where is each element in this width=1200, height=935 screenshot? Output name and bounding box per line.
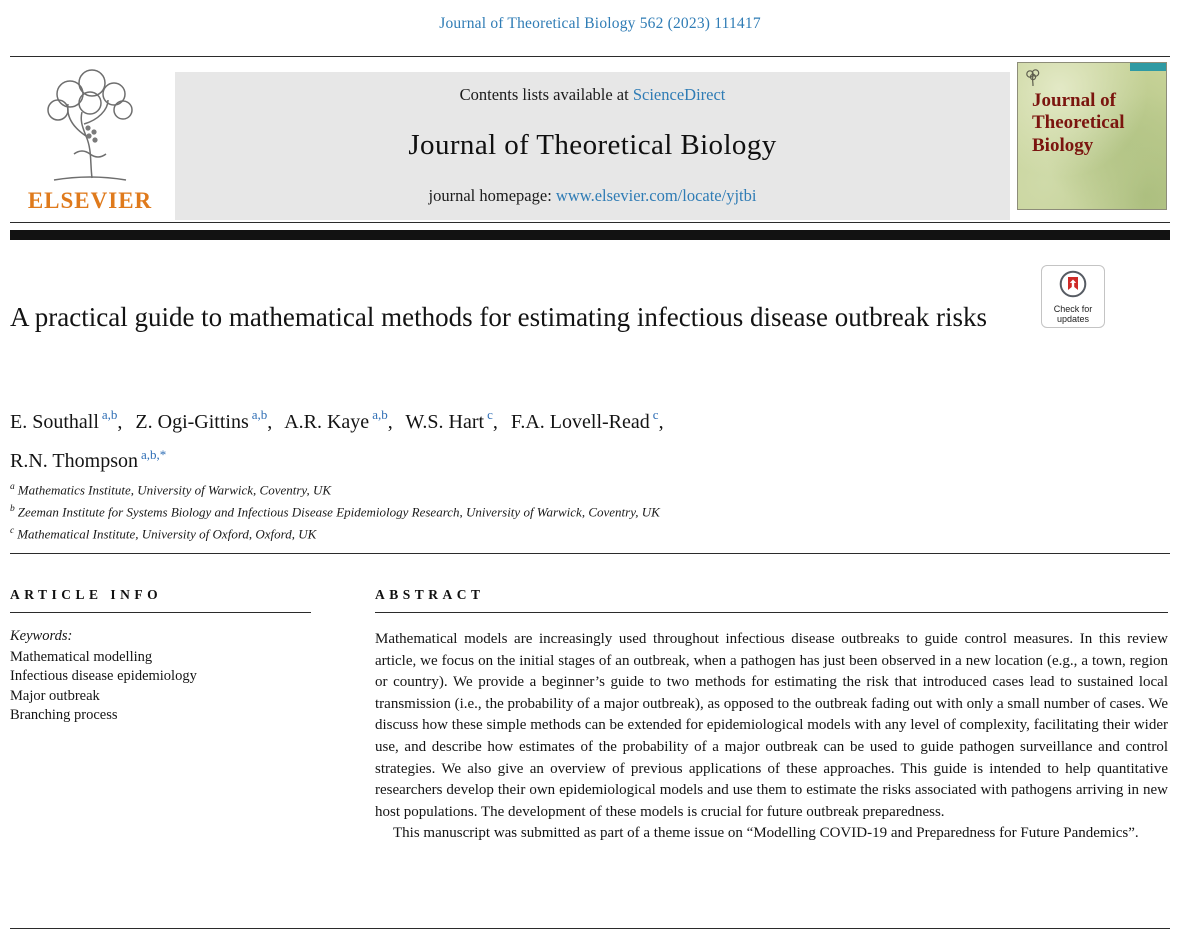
author — [10, 407, 123, 433]
cover-title-line: Journal of — [1032, 90, 1116, 111]
author-separator: , — [387, 410, 393, 433]
elsevier-tree-icon — [30, 62, 150, 186]
badge-text-line1: Check for — [1053, 304, 1093, 314]
author — [135, 407, 273, 433]
author-separator: , — [267, 410, 273, 433]
divider-section-top — [10, 553, 1170, 554]
homepage-line — [429, 186, 757, 206]
affiliation — [10, 522, 660, 544]
divider-bottom — [10, 928, 1170, 929]
author-list — [10, 399, 1032, 478]
cover-title — [1032, 90, 1166, 157]
author-affiliation-superscript: a,b,* — [140, 446, 167, 462]
keywords-label: Keywords: — [10, 628, 73, 644]
author-separator: , — [658, 410, 664, 433]
abstract-underline — [375, 612, 1168, 613]
check-for-updates-badge[interactable] — [1041, 265, 1105, 328]
author — [284, 407, 393, 433]
affiliation-list — [10, 478, 660, 543]
badge-text-line2: updates — [1056, 314, 1090, 324]
author-affiliation-superscript: c — [487, 407, 493, 422]
affiliation-text: Zeeman Institute for Systems Biology and Infectious Disease Epidemiology Research, University of Warwick, Coventry, UK — [17, 504, 660, 520]
abstract-paragraph: Mathematical models are increasingly used throughout infectious disease outbreaks to guide control measures. In this review article, we focus on the initial stages of an outbreak, when a pathogen has just been observed in a new location (e.g., a town, region or country). We provide a beginner’s guide to two methods for estimating the risk that introduced cases lead to sustained local transmission (i.e., the probability of a major outbreak), as opposed to the outbreak fading out with only a small number of cases. We discuss how these simple methods can be extended for epidemiological models with any level of complexity, facilitating their wider use, and describe how estimates of the probability of a major outbreak can be used to guide pathogen surveillance and control strategies. We also give an overview of previous applications of these approaches. This guide is intended to help quantitative researchers develop their own epidemiological models and use them to estimate the risks associated with pathogens arriving in new host populations. The development of these models is crucial for future outbreak preparedness. — [375, 631, 1168, 820]
author-affiliation-superscript: a,b — [251, 407, 268, 422]
author-name: R.N. Thompson — [10, 450, 138, 473]
cover-teal-strip — [1130, 63, 1166, 71]
author-name: Z. Ogi-Gittins — [135, 410, 249, 433]
affiliation-superscript: b — [10, 503, 15, 514]
author — [10, 446, 167, 473]
sciencedirect-link[interactable]: ScienceDirect — [632, 85, 726, 104]
author-name: E. Southall — [10, 410, 99, 433]
author-separator: , — [117, 410, 123, 433]
contents-line — [460, 85, 726, 105]
contents-prefix: Contents lists available at — [459, 85, 629, 104]
elsevier-logo — [12, 62, 168, 222]
author-name: W.S. Hart — [405, 410, 485, 433]
author-affiliation-superscript: c — [652, 407, 659, 422]
author-affiliation-superscript: a,b — [101, 407, 118, 422]
abstract-paragraph: This manuscript was submitted as part of a theme issue on “Modelling COVID-19 and Preparedness for Future Pandemics”. — [393, 825, 1139, 842]
thick-black-bar — [10, 230, 1170, 240]
divider-header-bottom — [10, 222, 1170, 223]
cover-title-line: Theoretical — [1032, 112, 1125, 134]
affiliation-superscript: c — [10, 525, 15, 536]
author-separator: , — [492, 410, 498, 433]
crossmark-icon — [1059, 270, 1087, 298]
affiliation-superscript: a — [10, 482, 15, 492]
affiliation-text: Mathematical Institute, University of Oxford, Oxford, UK — [17, 525, 317, 541]
abstract-body — [375, 629, 1168, 845]
affiliation — [10, 500, 660, 522]
journal-cover-thumbnail[interactable] — [1017, 62, 1167, 210]
keyword: Major outbreak — [10, 687, 100, 704]
article-title: A practical guide to mathematical methods for estimating infectious disease outbreak risks — [10, 302, 987, 332]
author-affiliation-superscript: a,b — [372, 407, 388, 422]
elsevier-wordmark: ELSEVIER — [27, 188, 153, 213]
affiliation — [10, 478, 660, 500]
journal-name: Journal of Theoretical Biology — [408, 129, 777, 161]
journal-banner — [175, 72, 1010, 220]
article-info-underline — [10, 612, 311, 613]
author — [405, 407, 498, 433]
abstract-heading: ABSTRACT — [375, 587, 485, 602]
citation-link[interactable]: Journal of Theoretical Biology 562 (2023) 111417 — [439, 15, 761, 32]
author — [510, 407, 664, 433]
divider-top — [10, 56, 1170, 57]
cover-title-line: Biology — [1032, 134, 1094, 156]
author-name: F.A. Lovell-Read — [510, 410, 650, 433]
keyword: Mathematical modelling — [10, 649, 153, 665]
author-name: A.R. Kaye — [284, 410, 370, 433]
journal-homepage-link[interactable]: www.elsevier.com/locate/yjtbi — [555, 186, 757, 205]
homepage-prefix: journal homepage: — [428, 186, 552, 205]
article-info-heading: ARTICLE INFO — [10, 587, 163, 602]
keywords-list — [10, 648, 197, 725]
cover-tree-icon — [1025, 69, 1041, 87]
check-for-updates-label — [1042, 304, 1104, 324]
keyword: Branching process — [10, 706, 118, 723]
affiliation-text: Mathematics Institute, University of Warwick, Coventry, UK — [17, 482, 332, 498]
keyword: Infectious disease epidemiology — [10, 668, 197, 685]
